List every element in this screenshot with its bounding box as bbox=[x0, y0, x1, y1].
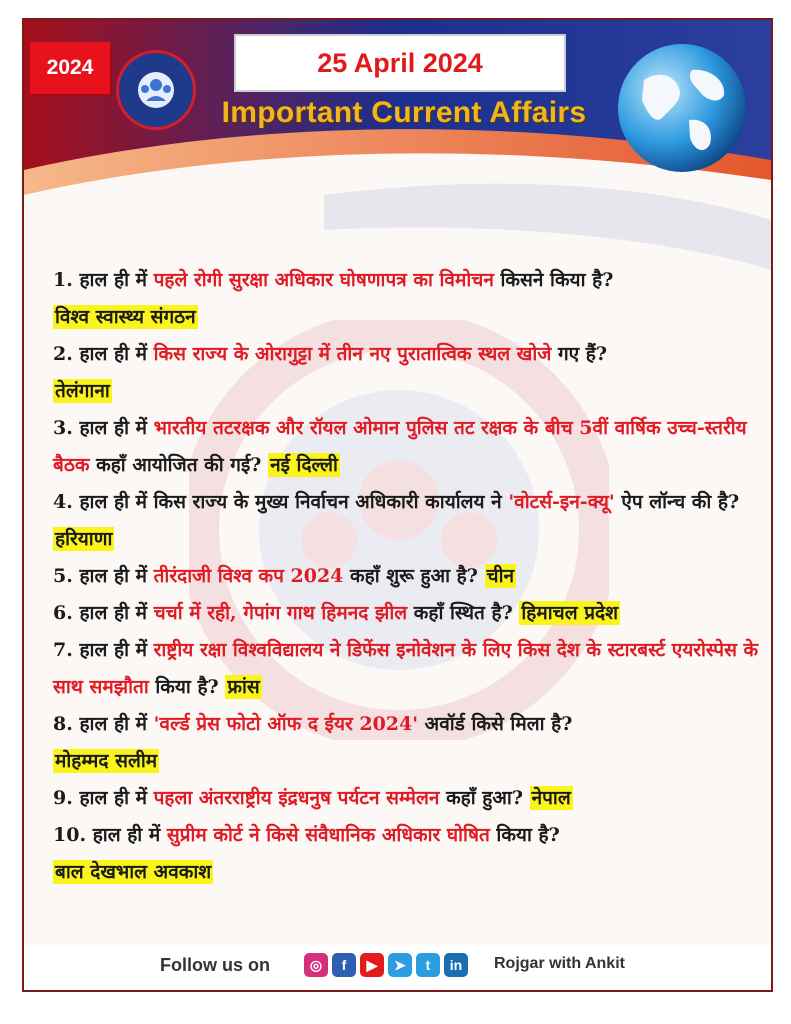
question-8: 8. हाल ही में 'वर्ल्ड प्रेस फोटो ऑफ द ईयर 2024' अवॉर्ड किसे मिला है? मोहम्मद सलीम bbox=[53, 713, 573, 772]
answer-5: चीन bbox=[486, 565, 515, 587]
date-banner: 25 April 2024 bbox=[234, 34, 566, 92]
question-1: 1. हाल ही में पहले रोगी सुरक्षा अधिकार घोषणापत्र का विमोचन किसने किया है? विश्व स्वास्थ्य संगठन bbox=[53, 269, 614, 328]
answer-3: नई दिल्ली bbox=[270, 454, 338, 476]
year-flag: 2024 bbox=[30, 42, 110, 94]
social-icons bbox=[304, 953, 468, 977]
question-3: 3. हाल ही में भारतीय तटरक्षक और रॉयल ओमान पुलिस तट रक्षक के बीच 5वीं वार्षिक उच्च-स्तरीय बैठक कहाँ आयोजित की गई? नई दिल्ली bbox=[53, 417, 747, 476]
telegram-icon[interactable]: ➤ bbox=[388, 953, 412, 977]
answer-7: फ्रांस bbox=[227, 676, 260, 698]
follow-label: Follow us on bbox=[160, 955, 270, 975]
question-list bbox=[53, 262, 763, 891]
youtube-icon[interactable]: ▶ bbox=[360, 953, 384, 977]
answer-6: हिमाचल प्रदेश bbox=[521, 602, 619, 624]
question-4: 4. हाल ही में किस राज्य के मुख्य निर्वाचन अधिकारी कार्यालय ने 'वोटर्स-इन-क्यू' ऐप लॉन्च की है? हरियाणा bbox=[53, 491, 740, 550]
answer-1: विश्व स्वास्थ्य संगठन bbox=[55, 306, 196, 328]
globe-icon bbox=[614, 40, 750, 176]
page-title: Important Current Affairs bbox=[221, 96, 587, 129]
question-5: 5. हाल ही में तीरंदाजी विश्व कप 2024 कहाँ शुरू हुआ है? चीन bbox=[53, 565, 515, 587]
answer-8: मोहम्मद सलीम bbox=[55, 750, 158, 772]
question-9: 9. हाल ही में पहला अंतरराष्ट्रीय इंद्रधनुष पर्यटन सम्मेलन कहाँ हुआ? नेपाल bbox=[53, 787, 571, 809]
question-10: 10. हाल ही में सुप्रीम कोर्ट ने किसे संवैधानिक अधिकार घोषित किया है? बाल देखभाल अवकाश bbox=[53, 824, 560, 883]
footer bbox=[24, 945, 771, 990]
twitter-icon[interactable]: t bbox=[416, 953, 440, 977]
question-7: 7. हाल ही में राष्ट्रीय रक्षा विश्वविद्यालय ने डिफेंस इनोवेशन के लिए किस देश के स्टारबर्स्ट एयरोस्पेस के साथ समझौता किया है? फ्रांस bbox=[53, 639, 759, 698]
rojgar-ankit-logo bbox=[116, 50, 196, 130]
instagram-icon[interactable]: ◎ bbox=[304, 953, 328, 977]
answer-10: बाल देखभाल अवकाश bbox=[55, 861, 212, 883]
brand-name: Rojgar with Ankit bbox=[494, 955, 625, 972]
linkedin-icon[interactable]: in bbox=[444, 953, 468, 977]
page-frame bbox=[22, 18, 773, 992]
answer-9: नेपाल bbox=[531, 787, 571, 809]
answer-4: हरियाणा bbox=[55, 528, 113, 550]
question-2: 2. हाल ही में किस राज्य के ओरागुट्टा में तीन नए पुरातात्विक स्थल खोजे गए हैं? तेलंगाना bbox=[53, 343, 608, 402]
facebook-icon[interactable]: f bbox=[332, 953, 356, 977]
answer-2: तेलंगाना bbox=[55, 380, 110, 402]
question-6: 6. हाल ही में चर्चा में रही, गेपांग गाथ हिमनद झील कहाँ स्थित है? हिमाचल प्रदेश bbox=[53, 602, 619, 624]
